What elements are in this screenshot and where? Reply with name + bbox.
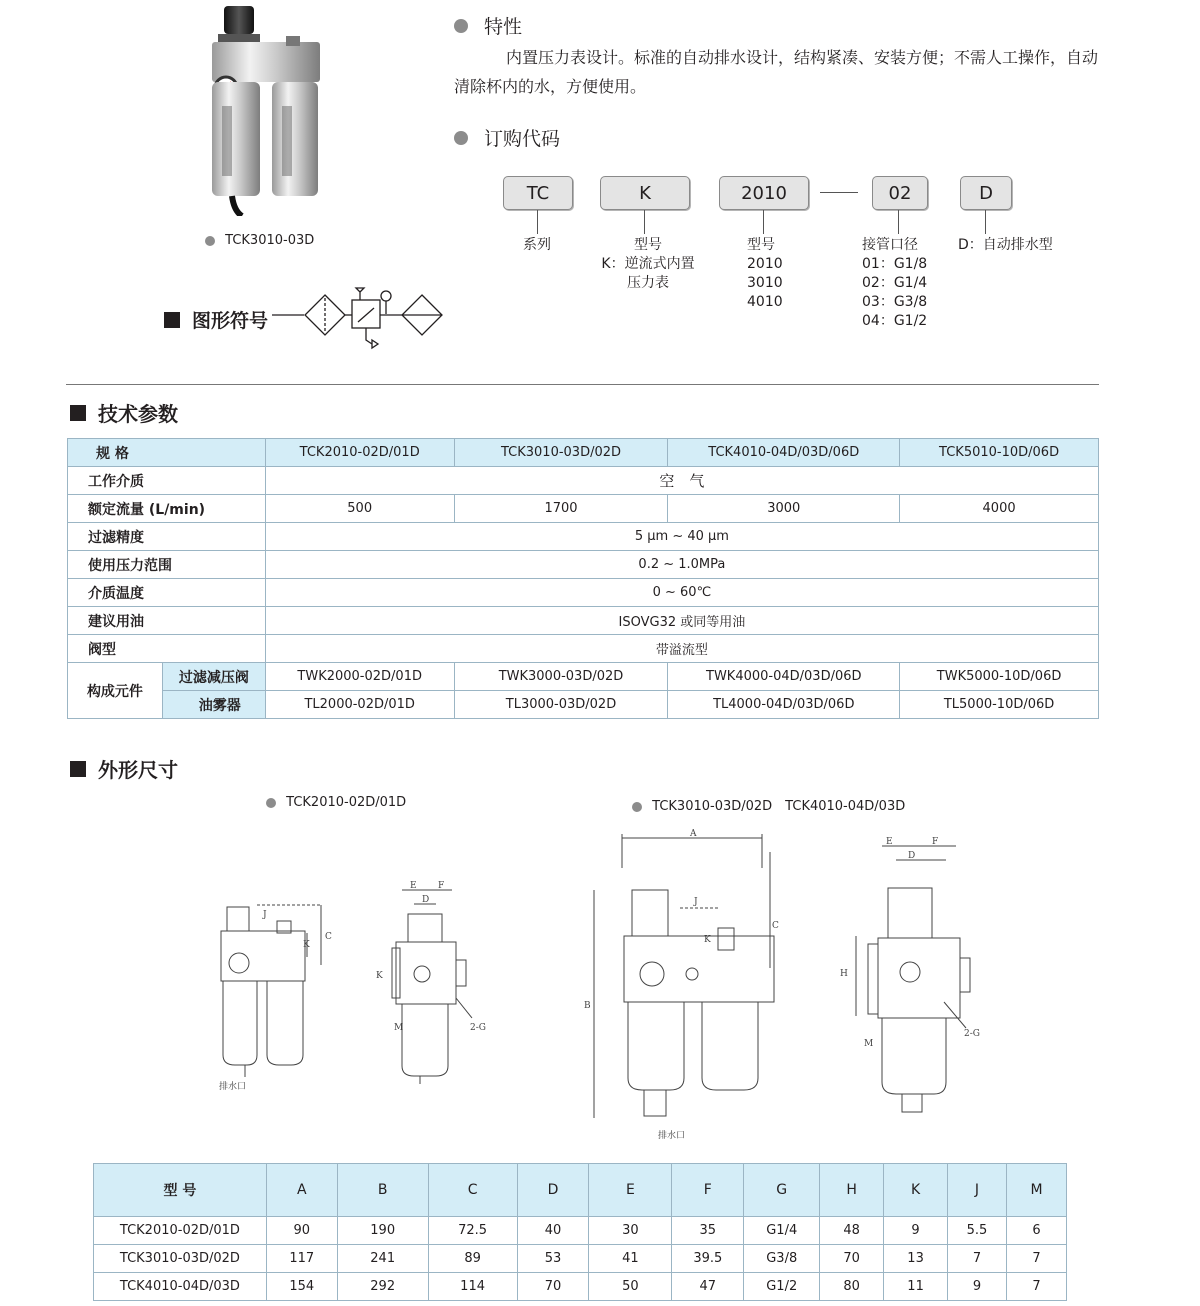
code-connector <box>763 210 764 234</box>
code-box-type: K <box>600 176 690 210</box>
code-connector <box>985 210 986 234</box>
pneumatic-symbol-icon <box>272 286 444 350</box>
dim-letter: J <box>263 910 267 920</box>
table-row: 额定流量 (L/min) 500 1700 3000 4000 <box>68 495 1099 523</box>
code-box-model: 2010 <box>719 176 809 210</box>
table-row: 建议用油 ISOVG32 或同等用油 <box>68 607 1099 635</box>
drawing-caption-left: TCK2010-02D/01D <box>266 795 406 810</box>
table-row: 型 号 A B C D E F G H K J M <box>94 1164 1067 1217</box>
code-model-info: 型号 2010 3010 4010 <box>747 237 783 310</box>
dim-letter: F <box>932 837 939 847</box>
port-label: 2-G <box>964 1029 980 1039</box>
table-row: 阀型 带溢流型 <box>68 635 1099 663</box>
table-row: TCK4010-04D/03D 154 292 114 70 50 47 G1/2 80 11 9 7 <box>94 1273 1067 1301</box>
dim-letter: D <box>908 851 916 861</box>
drawing-small-front <box>215 895 335 1095</box>
dim-letter: K <box>376 971 383 981</box>
code-connector <box>537 210 538 234</box>
dim-letter: C <box>325 932 332 942</box>
table-row: 规 格 TCK2010-02D/01D TCK3010-03D/02D TCK4010-04D/03D/06D TCK5010-10D/06D <box>68 439 1099 467</box>
bullet-icon <box>205 236 215 246</box>
bullet-icon <box>632 802 642 812</box>
code-series-label: 系列 <box>523 237 551 253</box>
table-row: 过滤精度 5 μm ~ 40 μm <box>68 523 1099 551</box>
dim-letter: F <box>438 881 445 891</box>
symbol-heading: 图形符号 <box>164 306 268 333</box>
dim-letter: M <box>394 1023 404 1033</box>
bullet-icon <box>454 19 468 33</box>
bullet-icon <box>454 131 468 145</box>
tech-params-heading: 技术参数 <box>70 398 178 427</box>
features-heading: 特性 <box>454 12 522 39</box>
code-box-series: TC <box>503 176 573 210</box>
dim-letter: A <box>690 829 697 839</box>
code-drain-label: D：自动排水型 <box>958 237 1053 253</box>
square-bullet-icon <box>164 312 180 328</box>
dim-letter: M <box>864 1039 874 1049</box>
product-photo <box>198 6 328 216</box>
table-row: TCK2010-02D/01D 90 190 72.5 40 30 35 G1/4 48 9 5.5 6 <box>94 1217 1067 1245</box>
tech-params-table <box>67 438 1099 719</box>
table-row: TCK3010-03D/02D 117 241 89 53 41 39.5 G3/8 70 13 7 7 <box>94 1245 1067 1273</box>
table-row: 油雾器 TL2000-02D/01D TL3000-03D/02D TL4000-04D/03D/06D TL5000-10D/06D <box>68 691 1099 719</box>
dim-letter: H <box>840 969 848 979</box>
dim-letter: K <box>303 940 310 950</box>
dim-letter: J <box>694 897 698 907</box>
code-type-info: 型号 K：逆流式内置 压力表 <box>601 237 695 291</box>
code-connector <box>644 210 645 234</box>
square-bullet-icon <box>70 761 86 777</box>
dim-letter: E <box>886 837 893 847</box>
code-box-port: 02 <box>872 176 928 210</box>
order-code-heading: 订购代码 <box>454 124 560 151</box>
features-text: 内置压力表设计。标准的自动排水设计，结构紧凑、安装方便；不需人工操作，自动清除杯内的水，方便使用。 <box>454 48 1099 96</box>
port-label: 2-G <box>470 1023 486 1033</box>
bullet-icon <box>266 798 276 808</box>
dimensions-heading: 外形尺寸 <box>70 754 178 783</box>
table-row: 工作介质 空 气 <box>68 467 1099 495</box>
square-bullet-icon <box>70 405 86 421</box>
drain-label: 排水口 <box>219 1082 247 1092</box>
table-row: 使用压力范围 0.2 ~ 1.0MPa <box>68 551 1099 579</box>
code-dash <box>820 192 858 193</box>
dim-letter: D <box>422 895 430 905</box>
code-connector <box>898 210 899 234</box>
table-row: 介质温度 0 ~ 60℃ <box>68 579 1099 607</box>
drawing-large-side <box>836 832 996 1122</box>
drawing-large-front <box>580 828 800 1146</box>
product-caption: TCK3010-03D <box>205 233 314 248</box>
dim-letter: B <box>584 1001 591 1011</box>
table-row: 构成元件 过滤减压阀 TWK2000-02D/01D TWK3000-03D/02D TWK4000-04D/03D/06D TWK5000-10D/06D <box>68 663 1099 691</box>
drain-label: 排水口 <box>658 1131 686 1141</box>
drawing-caption-right: TCK3010-03D/02D TCK4010-04D/03D <box>632 795 905 814</box>
dim-letter: K <box>704 935 711 945</box>
drawing-small-side <box>372 878 492 1088</box>
section-divider <box>66 384 1099 385</box>
dim-letter: C <box>772 921 779 931</box>
dim-letter: E <box>410 881 417 891</box>
code-port-info: 接管口径 01：G1/8 02：G1/4 03：G3/8 04：G1/2 <box>862 237 928 329</box>
dimensions-table <box>93 1163 1067 1301</box>
code-box-drain: D <box>960 176 1012 210</box>
